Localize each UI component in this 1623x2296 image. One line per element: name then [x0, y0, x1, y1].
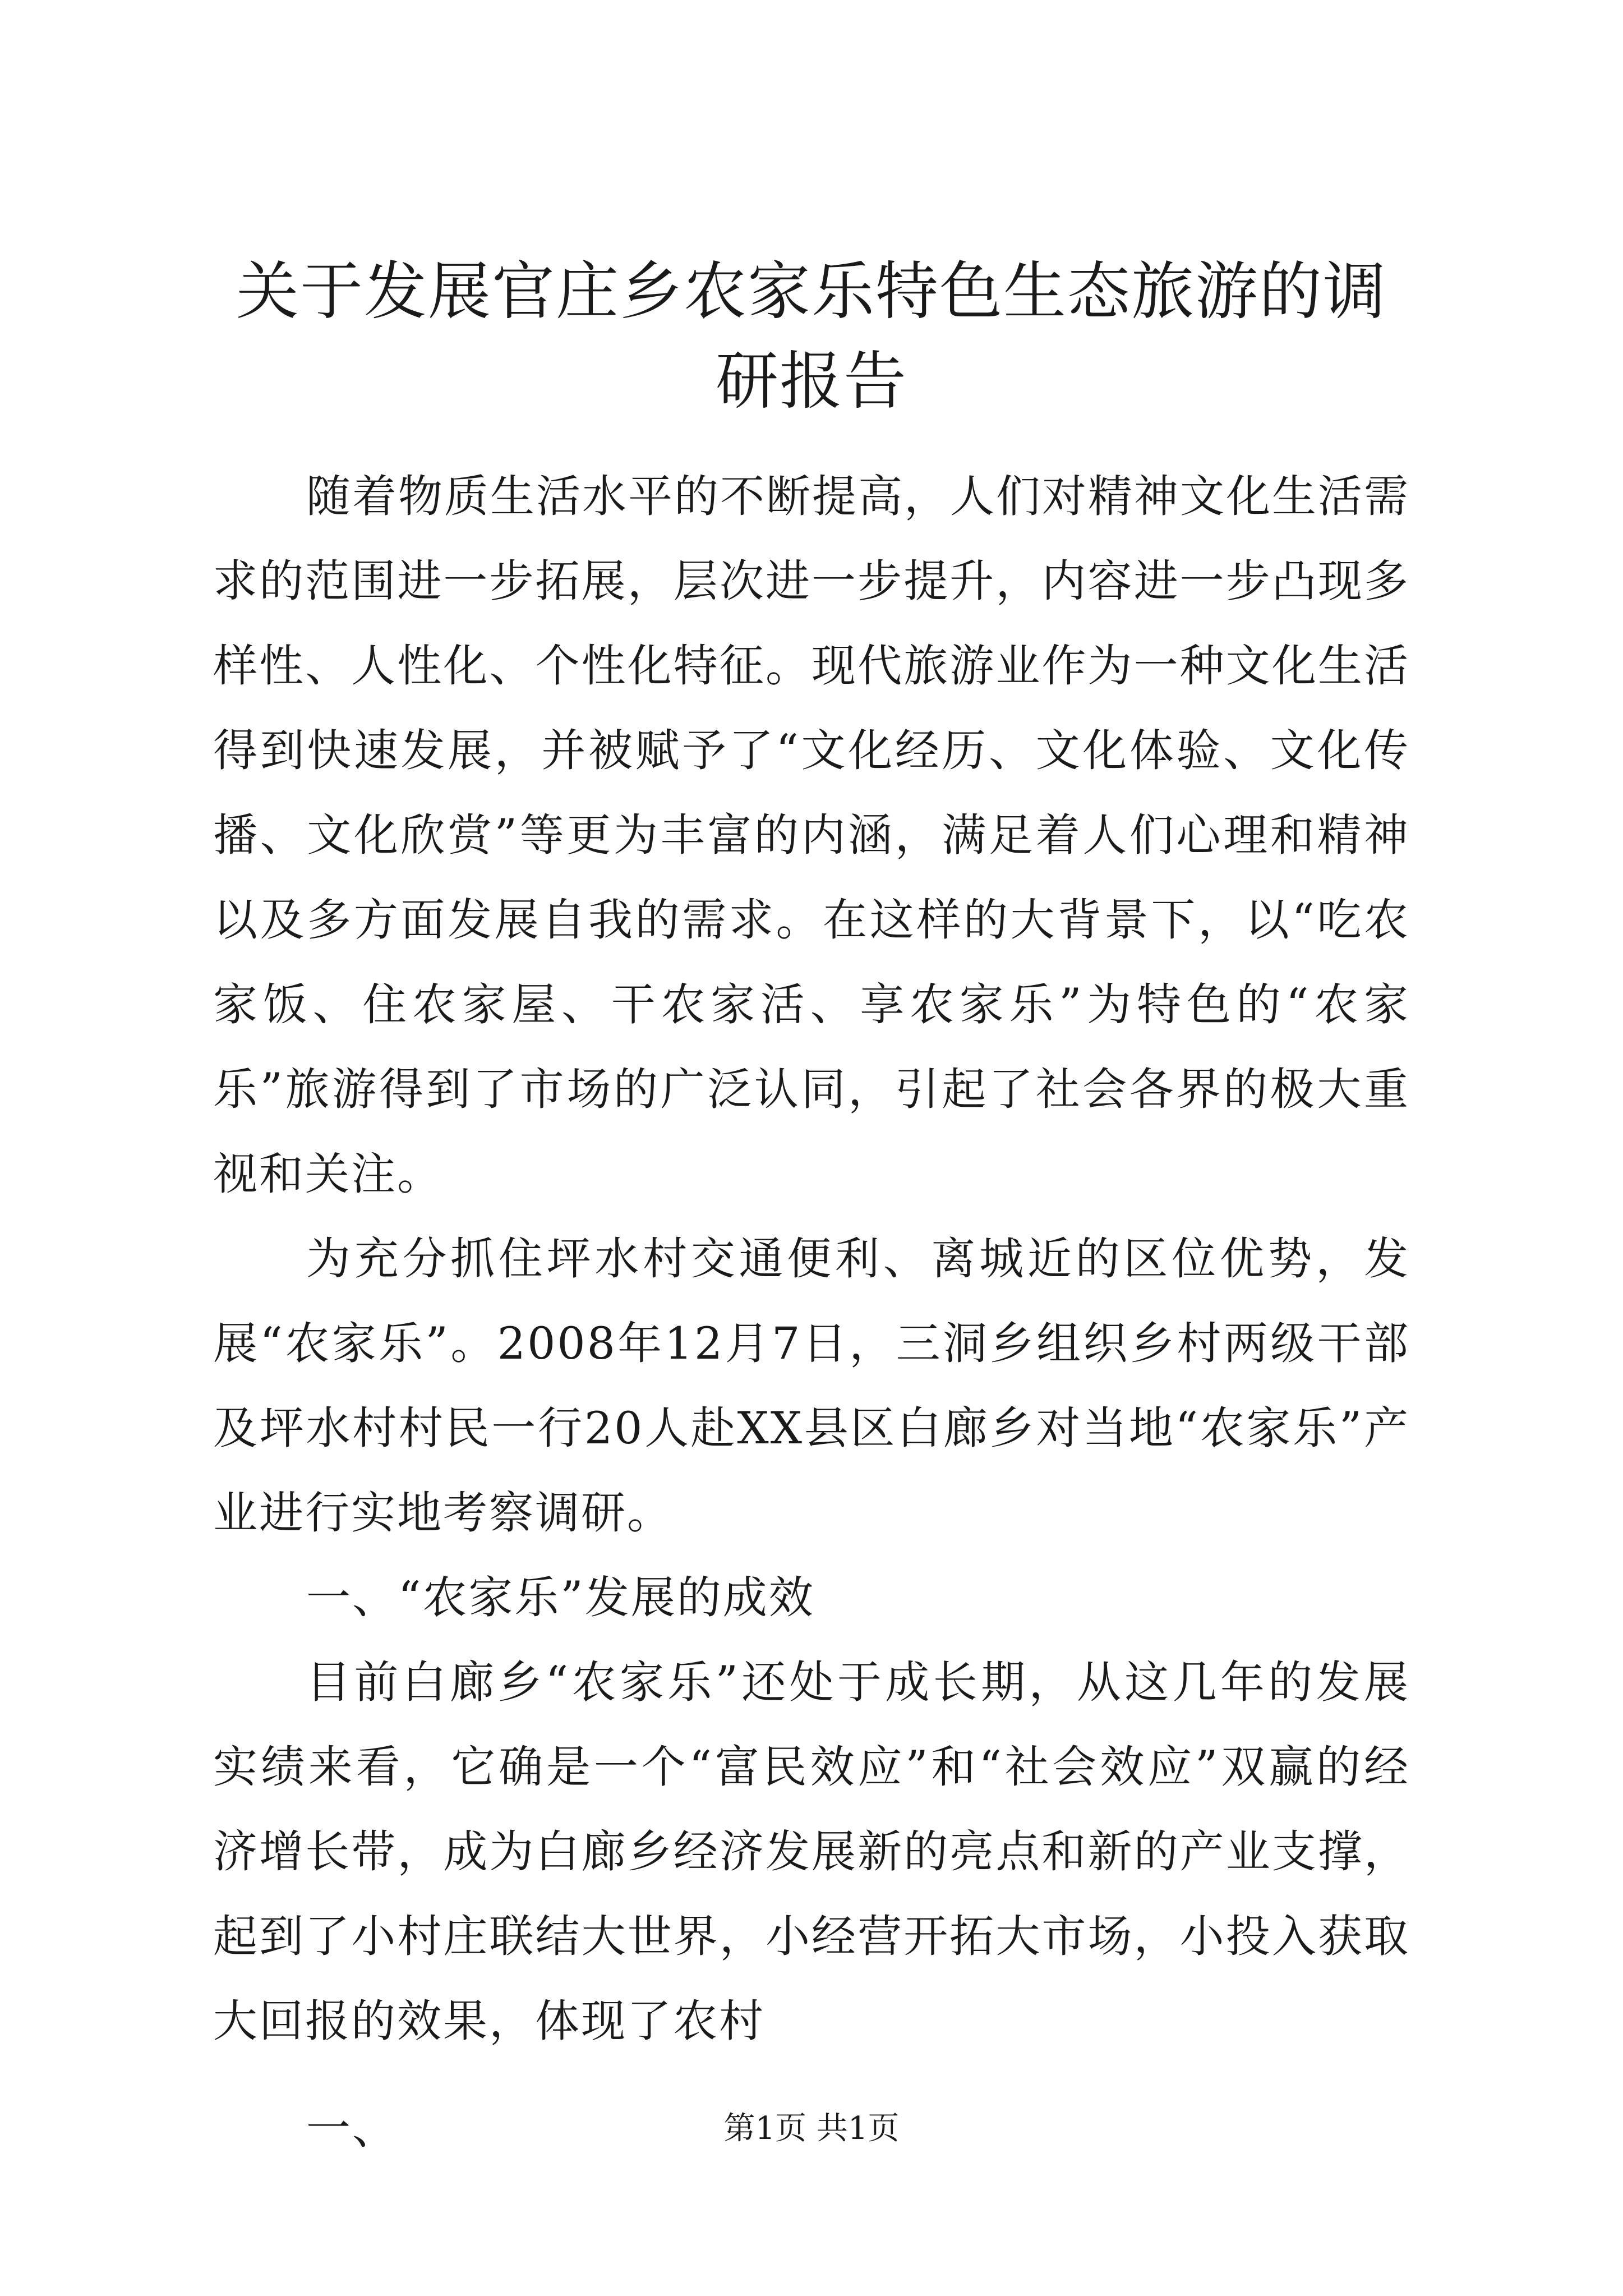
- page-footer: 第1页 共1页: [723, 2110, 900, 2147]
- document-title: 关于发展官庄乡农家乐特色生态旅游的调研报告: [236, 255, 1387, 418]
- paragraph-results: 目前白廊乡“农家乐”还处于成长期，从这几年的发展实绩来看，它确是一个“富民效应”和“社会效应”双赢的经济增长带，成为白廊乡经济发展新的亮点和新的产业支撑，起到了小村庄联结大世界，小经营开拓大市场，小投入获取大回报的效果，体现了农村: [213, 1657, 1410, 2047]
- document-body: [213, 454, 1410, 2171]
- paragraph-investigation: 为充分抓住坪水村交通便利、离城近的区位优势，发展“农家乐”。2008年12月7日，三洞乡组织乡村两级干部及坪水村村民一行20人赴XX县区白廊乡对当地“农家乐”产业进行实地考察调研。: [213, 1233, 1410, 1539]
- paragraph-intro: 随着物质生活水平的不断提高，人们对精神文化生活需求的范围进一步拓展，层次进一步提升，内容进一步凸现多样性、人性化、个性化特征。现代旅游业作为一种文化生活得到快速发展，并被赋予了“文化经历、文化体验、文化传播、文化欣赏”等更为丰富的内涵，满足着人们心理和精神以及多方面发展自我的需求。在这样的大背景下，以“吃农家饭、住农家屋、干农家活、享农家乐”为特色的“农家乐”旅游得到了市场的广泛认同，引起了社会各界的极大重视和关注。: [213, 471, 1410, 1200]
- section-heading-results: 一、“农家乐”发展的成效: [306, 1572, 815, 1623]
- section-heading-fragment: 一、: [306, 2102, 398, 2154]
